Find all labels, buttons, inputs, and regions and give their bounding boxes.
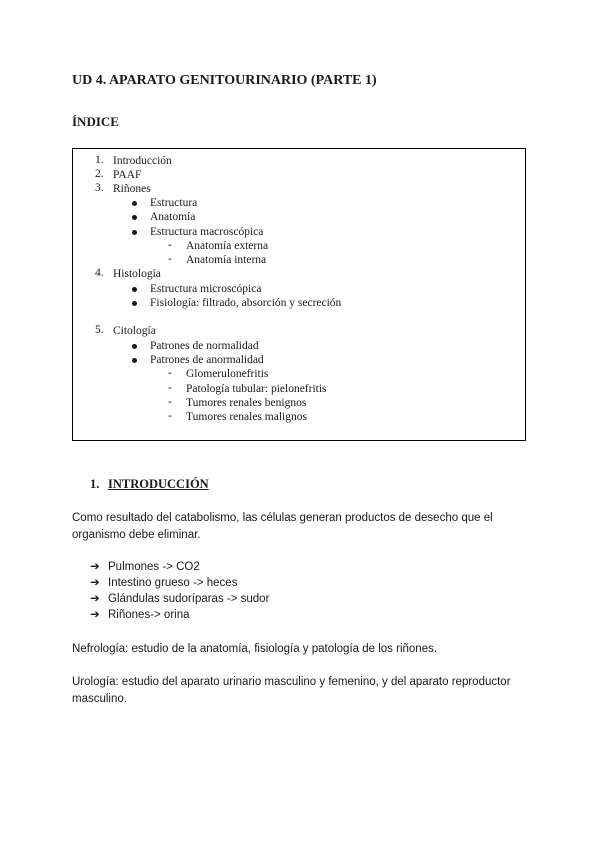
index-number: 1. [95, 154, 104, 166]
index-item-paaf: PAAF [113, 169, 142, 181]
index-subitem: Anatomía [150, 211, 196, 223]
arrow-icon: ➔ [90, 609, 100, 621]
index-number: 4. [95, 267, 104, 279]
arrow-icon: ➔ [90, 593, 100, 605]
index-subitem: Patrones de normalidad [150, 340, 259, 352]
index-subitem: Estructura microscópica [150, 283, 262, 295]
bullet-icon [132, 344, 137, 349]
list-item-text: Riñones-> orina [108, 609, 190, 621]
list-item-text: Intestino grueso -> heces [108, 577, 238, 589]
list-item [90, 576, 237, 590]
section-title: INTRODUCCIÓN [108, 477, 209, 491]
dash-icon: - [168, 382, 172, 394]
section-heading-introduccion [90, 477, 209, 492]
intro-paragraph: Como resultado del catabolismo, las células generan productos de desecho que el organismo debe eliminar. [72, 512, 493, 541]
bullet-icon [132, 358, 137, 363]
list-item-text: Glándulas sudoríparas -> sudor [108, 593, 270, 605]
dash-icon: - [168, 367, 172, 379]
list-item [90, 560, 200, 574]
dash-icon: - [168, 410, 172, 422]
bullet-icon [132, 301, 137, 306]
index-subsubitem: Patología tubular: pielonefritis [186, 383, 327, 395]
bullet-icon [132, 287, 137, 292]
arrow-icon: ➔ [90, 577, 100, 589]
index-subsubitem: Tumores renales malignos [186, 411, 307, 423]
index-subsubitem: Tumores renales benignos [186, 397, 307, 409]
arrow-icon: ➔ [90, 561, 100, 573]
page-title: UD 4. APARATO GENITOURINARIO (PARTE 1) [72, 73, 377, 88]
index-item-histologia: Histología [113, 268, 161, 280]
index-subsubitem: Anatomía externa [186, 240, 269, 252]
bullet-icon [132, 215, 137, 220]
index-heading: ÍNDICE [72, 114, 119, 129]
index-box [72, 148, 526, 441]
dash-icon: - [168, 396, 172, 408]
dash-icon: - [168, 253, 172, 265]
index-item-citologia: Citología [113, 325, 156, 337]
index-subitem: Patrones de anormalidad [150, 354, 264, 366]
bullet-icon [132, 201, 137, 206]
index-subitem: Estructura macroscópica [150, 226, 264, 238]
dash-icon: - [168, 239, 172, 251]
index-subsubitem: Anatomía interna [186, 254, 267, 266]
index-subitem: Fisiología: filtrado, absorción y secreción [150, 297, 342, 309]
section-number: 1. [90, 477, 100, 491]
index-item-rinones: Riñones [113, 183, 151, 195]
index-number: 3. [95, 182, 104, 194]
nefrologia-paragraph: Nefrología: estudio de la anatomía, fisiología y patología de los riñones. [72, 643, 438, 655]
bullet-icon [132, 230, 137, 235]
urologia-paragraph: Urología: estudio del aparato urinario masculino y femenino, y del aparato reproductor masculino. [72, 676, 511, 705]
index-number: 2. [95, 168, 104, 180]
index-item-introduccion: Introducción [113, 155, 172, 167]
index-subsubitem: Glomerulonefritis [186, 368, 269, 380]
list-item-text: Pulmones -> CO2 [108, 561, 200, 573]
list-item [90, 592, 269, 606]
index-subitem: Estructura [150, 197, 198, 209]
index-number: 5. [95, 324, 104, 336]
list-item [90, 608, 190, 622]
